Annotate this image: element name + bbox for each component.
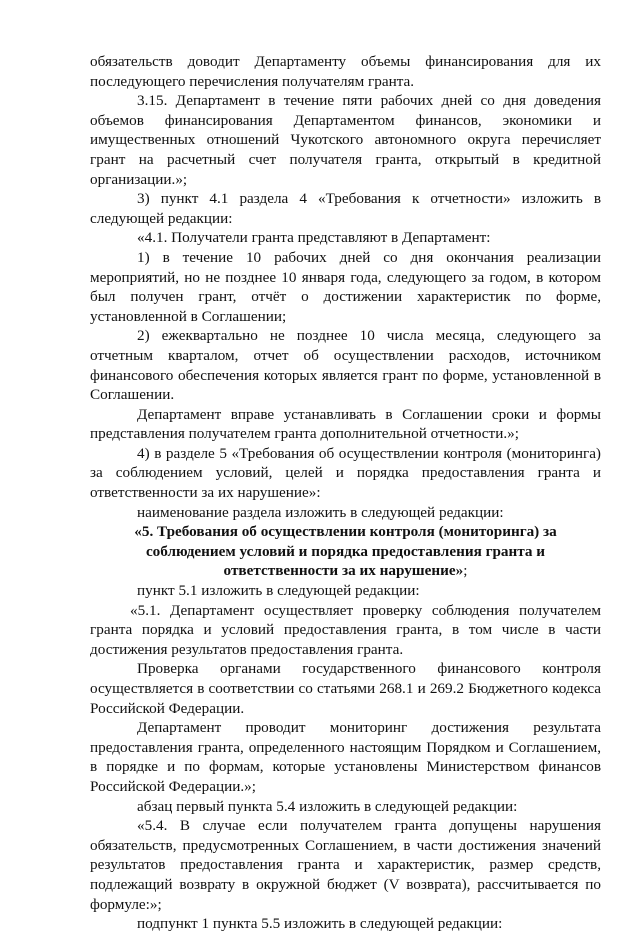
section-5-heading-suffix: ; [463, 562, 468, 580]
document-page [90, 52, 601, 934]
paragraph-item-4: 4) в разделе 5 «Требования об осуществлении контроля (мониторинга) за соблюдением условий, целей и порядка предоставления гранта и ответственности за их нарушение»: [90, 444, 601, 502]
paragraph-5-5-intro: подпункт 1 пункта 5.5 изложить в следующей редакции: [137, 915, 503, 933]
paragraph-monitoring: Департамент проводит мониторинг достижения результата предоставления гранта, определенного настоящим Порядком и Соглашением, в порядке и по формам, которые установлены Министерством финансов Российской Федерации.»; [90, 719, 601, 795]
section-5-heading-text: «5. Требования об осуществлении контроля (мониторинга) за соблюдением условий и порядка предоставления гранта и ответственности за их нарушение» [134, 523, 557, 580]
paragraph-5-4-intro: абзац первый пункта 5.4 изложить в следующей редакции: [137, 797, 518, 815]
paragraph-5-1-intro: пункт 5.1 изложить в следующей редакции: [137, 582, 420, 600]
paragraph-4-1-sub-1: 1) в течение 10 рабочих дней со дня окончания реализации мероприятий, но не позднее 10 января года, следующего за годом, в котором был получен грант, отчёт о достижении характеристик по форме, установленной в Соглашении; [90, 248, 601, 325]
paragraph-4-1-sub-2: 2) ежеквартально не позднее 10 числа месяца, следующего за отчетным кварталом, отчет об осуществлении расходов, источником финансового обеспечения которых является грант по форме, установленной в Соглашении. [90, 327, 601, 404]
paragraph-5-1: «5.1. Департамент осуществляет проверку соблюдения получателем гранта порядка и условий предоставления гранта, в том числе в части достижения результатов предоставления гранта. [90, 601, 601, 658]
paragraph-3-15: 3.15. Департамент в течение пяти рабочих дней со дня доведения объемов финансирования Департаментом финансов, экономики и имущественных отношений Чукотского автономного округа перечисляет грант на расчетный счет получателя гранта, открытый в кредитной организации.»; [90, 92, 601, 188]
paragraph-item-3: 3) пункт 4.1 раздела 4 «Требования к отчетности» изложить в следующей редакции: [90, 190, 601, 227]
paragraph-section-name-intro: наименование раздела изложить в следующей редакции: [137, 503, 504, 521]
paragraph-continuation: обязательств доводит Департаменту объемы финансирования для их последующего перечисления получателям гранта. [90, 53, 601, 90]
paragraph-5-4: «5.4. В случае если получателем гранта допущены нарушения обязательств, предусмотренных Соглашением, в части достижения значений результатов предоставления гранта и характеристик, размер средств, подлежащий возврату в окружной бюджет (V возврата), рассчитывается по формуле:»; [90, 817, 601, 913]
paragraph-state-control: Проверка органами государственного финансового контроля осуществляется в соответствии со статьями 268.1 и 269.2 Бюджетного кодекса Российской Федерации. [90, 660, 601, 717]
section-5-heading [90, 522, 601, 581]
paragraph-4-1: «4.1. Получатели гранта представляют в Департамент: [137, 229, 491, 247]
paragraph-additional-reporting: Департамент вправе устанавливать в Соглашении сроки и формы представления получателем гранта дополнительной отчетности.»; [90, 405, 601, 443]
